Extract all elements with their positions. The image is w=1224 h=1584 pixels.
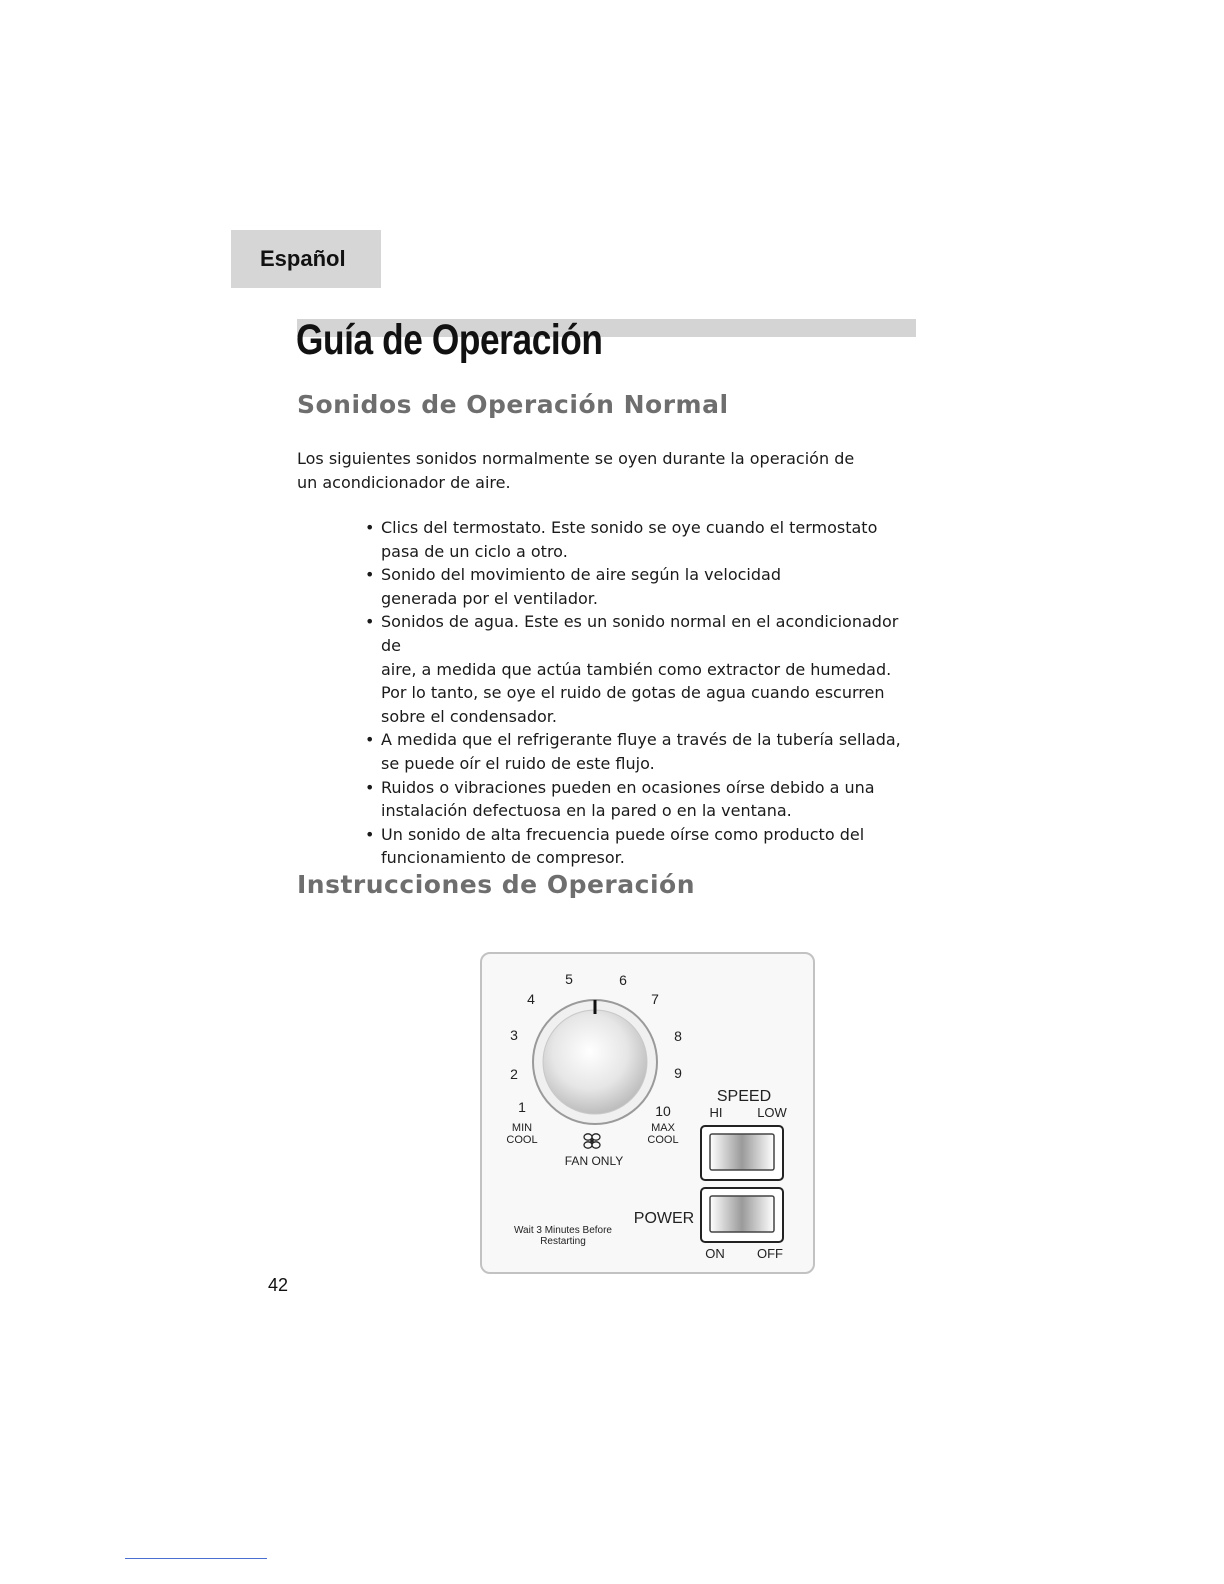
fan-icon bbox=[584, 1134, 600, 1148]
speed-switch[interactable] bbox=[701, 1126, 783, 1180]
list-item: • A medida que el refrigerante fluye a través de la tubería sellada, se puede oír el ruido de este flujo. bbox=[365, 728, 905, 775]
cool-label: COOL bbox=[506, 1134, 538, 1146]
max-label: MAX bbox=[651, 1122, 675, 1134]
dial-number: 5 bbox=[565, 971, 573, 987]
speed-low-label: LOW bbox=[757, 1105, 787, 1120]
dial-number: 6 bbox=[619, 972, 627, 988]
page-title: Guía de Operación bbox=[296, 316, 603, 364]
footer-link-underline bbox=[125, 1558, 267, 1559]
page-number: 42 bbox=[268, 1275, 289, 1295]
dial-number: 1 bbox=[518, 1099, 526, 1115]
dial-number: 2 bbox=[510, 1066, 518, 1082]
list-item: • Clics del termostato. Este sonido se oye cuando el termostato pasa de un ciclo a otro. bbox=[365, 516, 905, 563]
power-off-label: OFF bbox=[757, 1246, 783, 1261]
dial-number: 7 bbox=[651, 991, 659, 1007]
thermostat-knob[interactable] bbox=[533, 1000, 657, 1124]
min-label: MIN bbox=[511, 1122, 533, 1134]
control-panel-diagram bbox=[480, 952, 815, 1274]
section-heading-sounds: Sonidos de Operación Normal bbox=[297, 390, 729, 419]
list-item: • Sonidos de agua. Este es un sonido normal en el acondicionador de aire, a medida que actúa también como extractor de humedad. Por lo tanto, se oye el ruido de gotas de agua cuando escurren sobre el condensador. bbox=[365, 610, 905, 728]
dial-number: 10 bbox=[655, 1103, 671, 1119]
control-panel-illustration bbox=[482, 954, 817, 1276]
sounds-list bbox=[365, 516, 905, 870]
cool-label: COOL bbox=[647, 1134, 679, 1146]
dial-number: 9 bbox=[674, 1065, 682, 1081]
speed-hi-label: HI bbox=[709, 1105, 723, 1120]
list-item: • Ruidos o vibraciones pueden en ocasiones oírse debido a una instalación defectuosa en la pared o en la ventana. bbox=[365, 776, 905, 823]
power-switch[interactable] bbox=[701, 1188, 783, 1242]
power-label: POWER bbox=[633, 1210, 695, 1227]
list-item: • Un sonido de alta frecuencia puede oírse como producto del funcionamiento de compresor. bbox=[365, 823, 905, 870]
fan-only-label: FAN ONLY bbox=[564, 1154, 624, 1168]
dial-number: 4 bbox=[527, 991, 535, 1007]
section-heading-instructions: Instrucciones de Operación bbox=[297, 870, 695, 899]
wait-note: Wait 3 Minutes Before bbox=[513, 1225, 613, 1236]
dial-number: 3 bbox=[510, 1027, 518, 1043]
dial-number: 8 bbox=[674, 1028, 682, 1044]
intro-paragraph: Los siguientes sonidos normalmente se oyen durante la operación de un acondicionador de aire. bbox=[297, 449, 855, 492]
power-on-label: ON bbox=[705, 1246, 725, 1261]
list-item: • Sonido del movimiento de aire según la velocidad generada por el ventilador. bbox=[365, 563, 905, 610]
language-tab: Español bbox=[231, 230, 381, 288]
wait-note: Restarting bbox=[540, 1236, 586, 1247]
speed-label: SPEED bbox=[716, 1088, 772, 1105]
